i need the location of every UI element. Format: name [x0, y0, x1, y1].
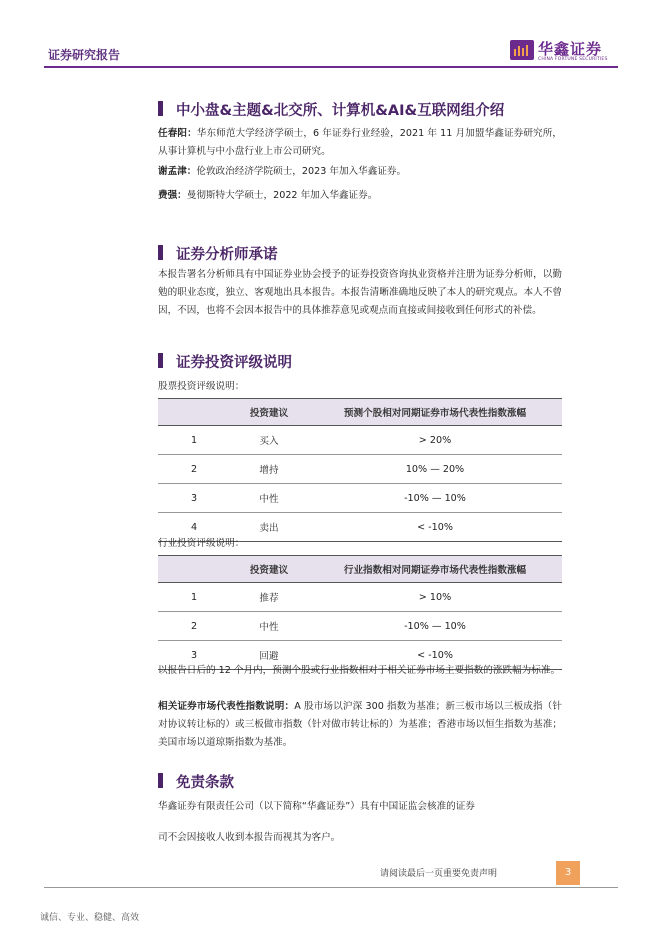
disclaimer-section-title: 免责条款: [176, 775, 234, 791]
table-cell: 增持: [230, 455, 308, 484]
page-header: [0, 0, 662, 70]
table-cell: > 10%: [308, 583, 562, 612]
doc-type-label: 证券研究报告: [48, 48, 121, 62]
index-note-label: 相关证券市场代表性指数说明：: [158, 701, 295, 712]
commitment-text: 本报告署名分析师具有中国证券业协会授予的证券投资咨询执业资格并注册为证券分析师，以勤勉的职业态度，独立、客观地出具本报告。本报告清晰准确地反映了本人的研究观点。本人不曾因，不因，也将不会因本报告中的具体推荐意见或观点而直接或间接收到任何形式的补偿。: [158, 269, 562, 316]
disclaimer-notice: 请阅读最后一页重要免责声明: [380, 869, 498, 879]
logo-en-text: CHINA FORTUNE SECURITIES: [538, 57, 608, 62]
table-cell: > 20%: [308, 426, 562, 455]
company-logo: [510, 36, 630, 66]
rating-section-title: 证券投资评级说明: [176, 355, 292, 371]
table-cell: 2: [158, 612, 230, 641]
table-header-row: [158, 399, 562, 426]
table-cell: 中性: [230, 612, 308, 641]
table-cell: -10% — 10%: [308, 612, 562, 641]
member-bio: 费强：曼彻斯特大学硕士，2022 年加入华鑫证券。: [158, 190, 378, 201]
table-header-row: [158, 556, 562, 583]
member-name: 费强：: [158, 190, 187, 201]
stock-rating-table: [158, 398, 562, 542]
table-cell: 1: [158, 583, 230, 612]
logo-cn-text: 华鑫证券: [538, 40, 603, 58]
table-cell: -10% — 10%: [308, 484, 562, 513]
header-rule: [44, 66, 618, 68]
member-bio: 任春阳：华东师范大学经济学硕士，6 年证券行业经验，2021 年 11 月加盟华鑫证券研究所，从事计算机与中小盘行业上市公司研究。: [158, 128, 562, 157]
member-name: 谢孟津：: [158, 166, 197, 177]
table-header-cell: [158, 556, 230, 583]
team-section-title: 中小盘&主题&北交所、计算机&AI&互联网组介绍: [176, 103, 505, 119]
table-header-cell: 投资建议: [230, 399, 308, 426]
table-row: [158, 583, 562, 612]
table-cell: 3: [158, 641, 230, 670]
table-header-cell: 行业指数相对同期证券市场代表性指数涨幅: [308, 556, 562, 583]
table-cell: 3: [158, 484, 230, 513]
index-note: 相关证券市场代表性指数说明：A 股市场以沪深 300 指数为基准；新三板市场以三板成指（针对协议转让标的）或三板做市指数（针对做市转让标的）为基准；香港市场以恒生指数为基准；美国市场以道琼斯指数为基准。: [158, 701, 563, 748]
disclaimer-line: 华鑫证券有限责任公司（以下简称“华鑫证券”）具有中国证监会核准的证券: [158, 801, 475, 812]
stock-rating-label: 股票投资评级说明：: [158, 381, 245, 392]
table-cell: 2: [158, 455, 230, 484]
table-cell: 卖出: [230, 513, 308, 542]
table-cell: < -10%: [308, 641, 562, 670]
table-cell: 买入: [230, 426, 308, 455]
footer-rule: [44, 887, 618, 888]
member-bio: 谢孟津：伦敦政治经济学院硕士，2023 年加入华鑫证券。: [158, 166, 407, 177]
table-cell: 10% — 20%: [308, 455, 562, 484]
company-motto: 诚信、专业、稳健、高效: [40, 913, 140, 923]
industry-rating-label: 行业投资评级说明：: [158, 538, 245, 549]
table-cell: 1: [158, 426, 230, 455]
page-number: 3: [556, 861, 580, 885]
table-row: [158, 455, 562, 484]
table-cell: 回避: [230, 641, 308, 670]
table-cell: 中性: [230, 484, 308, 513]
member-name: 任春阳：: [158, 128, 197, 139]
table-row: [158, 612, 562, 641]
industry-rating-table: [158, 555, 562, 670]
table-row: [158, 426, 562, 455]
table-header-cell: [158, 399, 230, 426]
table-row: [158, 484, 562, 513]
table-header-cell: 预测个股相对同期证券市场代表性指数涨幅: [308, 399, 562, 426]
table-cell: 推荐: [230, 583, 308, 612]
table-cell: < -10%: [308, 513, 562, 542]
table-header-cell: 投资建议: [230, 556, 308, 583]
rating-period-note: 以报告日后的 12 个月内，预测个股或行业指数相对于相关证券市场主要指数的涨跌幅为标准。: [158, 665, 561, 676]
table-cell: 4: [158, 513, 230, 542]
commitment-section-title: 证券分析师承诺: [176, 247, 278, 263]
disclaimer-line: 司不会因接收人收到本报告而视其为客户。: [158, 832, 341, 843]
logo-mark-icon: [510, 40, 534, 60]
